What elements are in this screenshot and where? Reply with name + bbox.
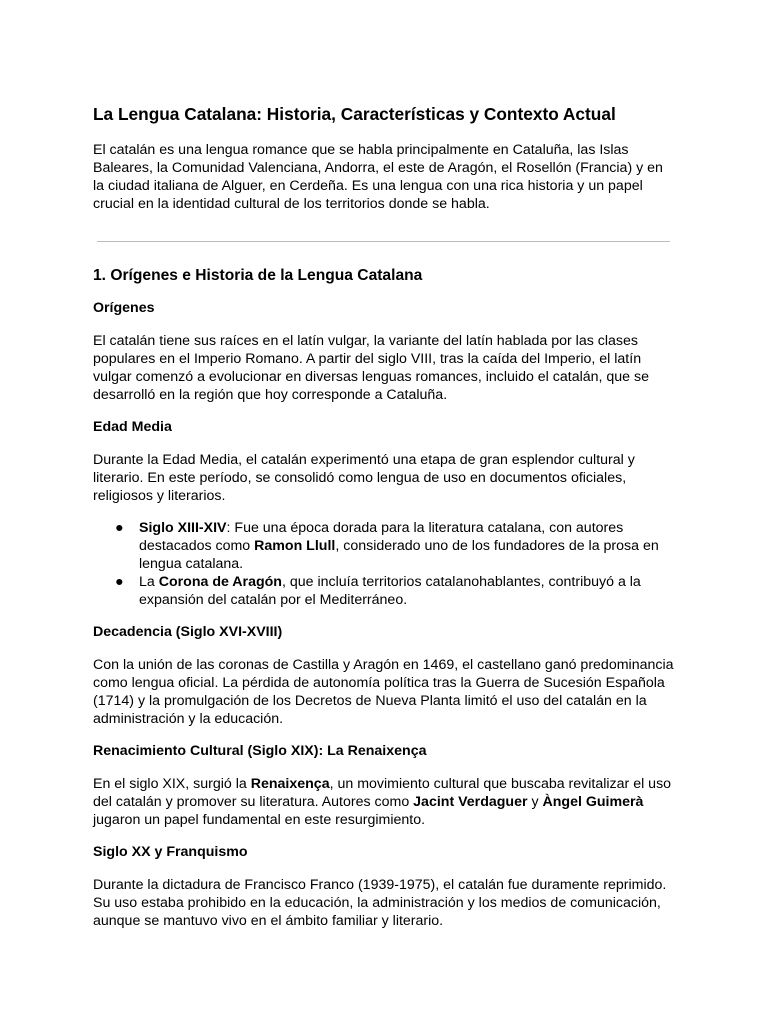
document-title: La Lengua Catalana: Historia, Características y Contexto Actual xyxy=(93,104,616,124)
subheading-franquismo: Siglo XX y Franquismo xyxy=(93,844,248,860)
paragraph-text: jugaron un papel fundamental en este resurgimiento. xyxy=(93,812,426,828)
paragraph-franquismo: Durante la dictadura de Francisco Franco (1939-1975), el catalán fue duramente reprimido. Su uso estaba prohibido en la educación, la administración y los medios de comunicación, aunque se mantuvo vivo en el ámbito familiar y literario. xyxy=(93,877,667,929)
horizontal-divider xyxy=(97,241,670,242)
paragraph-text: y xyxy=(527,794,543,810)
list-item xyxy=(93,519,675,573)
bullet-icon: ● xyxy=(115,520,124,536)
paragraph-renaixenca xyxy=(93,775,675,829)
paragraph-origenes: El catalán tiene sus raíces en el latín vulgar, la variante del latín hablada por las clases populares en el Imperio Romano. A partir del siglo VIII, tras la caída del Imperio, el latín vulgar comenzó a evolucionar en diversas lenguas romances, incluido el catalán, que se desarrolló en la región que hoy corresponde a Cataluña. xyxy=(93,333,650,403)
subheading-origenes: Orígenes xyxy=(93,300,155,316)
paragraph-edad-media: Durante la Edad Media, el catalán experimentó una etapa de gran esplendor cultural y literario. En este período, se consolidó como lengua de uso en documentos oficiales, religiosos y literarios. xyxy=(93,452,635,504)
bold-text: Siglo XIII-XIV xyxy=(139,520,227,536)
list-text: La xyxy=(139,574,159,590)
bullet-list-edad-media xyxy=(93,519,675,609)
bold-text: Jacint Verdaguer xyxy=(413,794,528,810)
list-text: : Fue una época dorada para la literatura catalana, con autores destacados como xyxy=(139,520,624,554)
subheading-renaixenca: Renacimiento Cultural (Siglo XIX): La Renaixença xyxy=(93,743,427,759)
bold-text: Corona de Aragón xyxy=(158,574,282,590)
bold-text: Ramon Llull xyxy=(254,538,336,554)
bold-text: Àngel Guimerà xyxy=(542,794,644,810)
subheading-edad-media: Edad Media xyxy=(93,419,172,435)
paragraph-text: En el siglo XIX, surgió la xyxy=(93,776,251,792)
bold-text: Renaixença xyxy=(250,776,330,792)
list-text: , considerado uno de los fundadores de la prosa en lengua catalana. xyxy=(139,538,659,572)
section-heading-origenes-historia: 1. Orígenes e Historia de la Lengua Catalana xyxy=(93,267,423,284)
list-text: , que incluía territorios catalanohablantes, contribuyó a la expansión del catalán por el Mediterráneo. xyxy=(139,574,641,608)
intro-paragraph: El catalán es una lengua romance que se habla principalmente en Cataluña, las Islas Baleares, la Comunidad Valenciana, Andorra, el este de Aragón, el Rosellón (Francia) y en la ciudad italiana de Alguer, en Cerdeña. Es una lengua con una rica historia y un papel crucial en la identidad cultural de los territorios donde se habla. xyxy=(93,142,663,212)
paragraph-decadencia: Con la unión de las coronas de Castilla y Aragón en 1469, el castellano ganó predominancia como lengua oficial. La pérdida de autonomía política tras la Guerra de Sucesión Española (1714) y la promulgación de los Decretos de Nueva Planta limitó el uso del catalán en la administración y la educación. xyxy=(93,657,674,727)
subheading-decadencia: Decadencia (Siglo XVI-XVIII) xyxy=(93,624,283,640)
paragraph-text: , un movimiento cultural que buscaba revitalizar el uso del catalán y promover su literatura. Autores como xyxy=(93,776,672,810)
bullet-icon: ● xyxy=(115,574,124,590)
list-item xyxy=(93,573,675,609)
